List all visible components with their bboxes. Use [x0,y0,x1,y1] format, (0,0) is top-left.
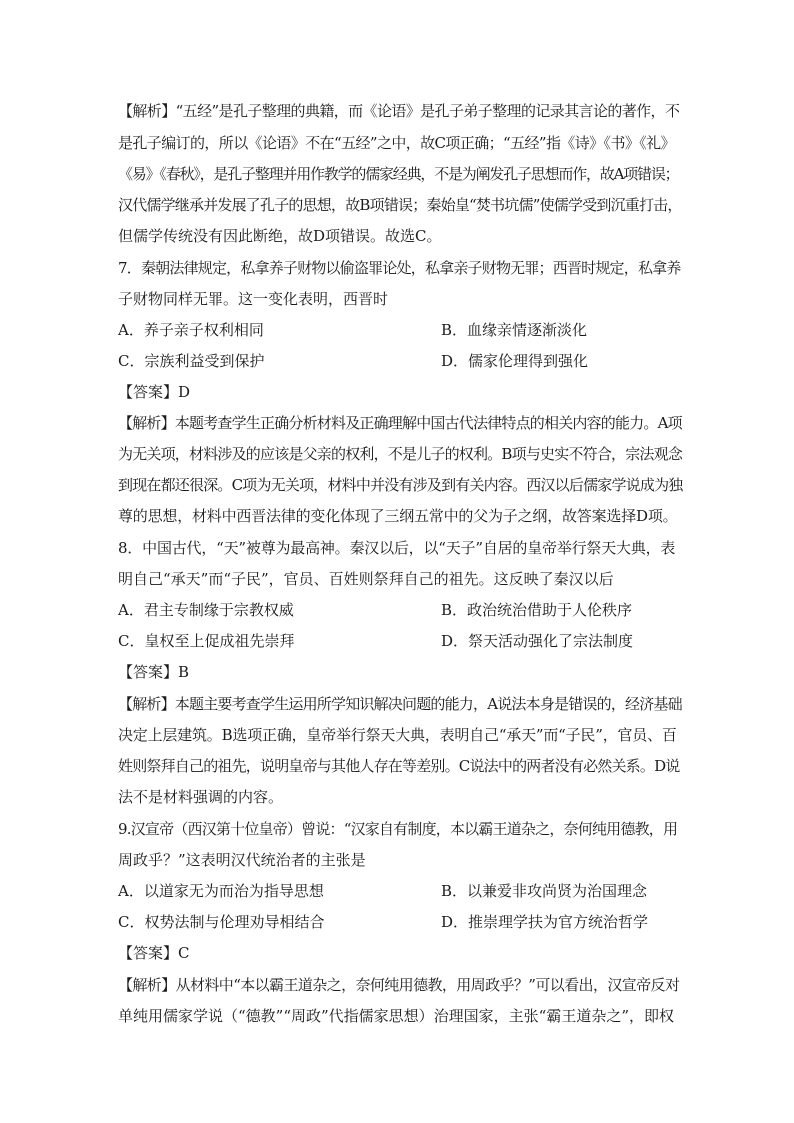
question-9-option-a: A．以道家无为而治为指导思想 [118,882,324,900]
analysis-8-line-3: 姓则祭拜自己的祖先，说明皇帝与其他人存在等差别。C说法中的两者没有必然关系。D说 [118,757,680,775]
analysis-8-line-1: 【解析】本题主要考查学生运用所学知识解决问题的能力，A说法本身是错误的，经济基础 [118,695,682,713]
question-8-option-d: D．祭天活动强化了宗法制度 [441,632,634,650]
analysis-6-line-1: 【解析】“五经”是孔子整理的典籍，而《论语》是孔子弟子整理的记录其言论的著作，不 [118,102,680,120]
question-9-line-2: 周政乎？”这表明汉代统治者的主张是 [118,851,366,869]
question-7-option-c: C．宗族利益受到保护 [118,352,265,370]
question-7-line-2: 子财物同样无罪。这一变化表明，西晋时 [118,290,389,308]
question-7-option-a: A．养子亲子权利相同 [118,321,264,339]
analysis-6-line-3: 《易》《春秋》，是孔子整理并用作教学的儒家经典，不是为阐发孔子思想而作，故A项错误； [118,165,679,183]
question-7-option-d: D．儒家伦理得到强化 [441,352,589,370]
question-7-option-b: B．血缘亲情逐渐淡化 [441,321,588,339]
question-7-line-1: 7．秦朝法律规定，私拿养子财物以偷盗罪论处，私拿亲子财物无罪；西晋时规定，私拿养 [118,259,681,277]
question-9-answer: 【答案】C [118,944,190,962]
question-8-line-1: 8．中国古代，“天”被尊为最高神。秦汉以后，以“天子”自居的皇帝举行祭天大典，表 [118,539,676,557]
analysis-7-line-4: 尊的思想，材料中西晋法律的变化体现了三纲五常中的父为子之纲，故答案选择D项。 [118,507,678,525]
question-9-option-d: D．推崇理学扶为官方统治哲学 [441,913,649,931]
analysis-7-line-3: 到现在都还很深。C项为无关项，材料中并没有涉及到有关内容。西汉以后儒家学说成为独 [118,476,683,494]
analysis-8-line-2: 决定上层建筑。B选项正确，皇帝举行祭天大典，表明自己“承天”而“子民”，官员、百 [118,726,677,744]
question-7-answer: 【答案】D [118,383,191,401]
analysis-6-line-2: 是孔子编订的，所以《论语》不在“五经”之中，故C项正确；“五经”指《诗》《书》《礼》 [118,134,675,152]
analysis-7-line-1: 【解析】本题考查学生正确分析材料及正确理解中国古代法律特点的相关内容的能力。A项 [118,414,682,432]
question-9-line-1: 9.汉宣帝（西汉第十位皇帝）曾说：“汉家自有制度，本以霸王道杂之，奈何纯用德教，用 [118,820,678,838]
question-8-line-2: 明自己“承天”而“子民”，官员、百姓则祭拜自己的祖先。这反映了秦汉以后 [118,570,614,588]
analysis-6-line-5: 但儒学传统没有因此断绝，故D项错误。故选C。 [118,227,442,245]
question-8-option-b: B．政治统治借助于人伦秩序 [441,601,633,619]
analysis-7-line-2: 为无关项，材料涉及的应该是父亲的权利，不是儿子的权利。B项与史实不符合，宗法观念 [118,445,683,463]
analysis-9-line-2: 单纯用儒家学说（“德教”“周政”代指儒家思想）治理国家，主张“霸王道杂之”，即权 [118,1007,675,1025]
analysis-9-line-1: 【解析】从材料中“本以霸王道杂之，奈何纯用德教，用周政乎？”可以看出，汉宣帝反对 [118,976,680,994]
question-9-option-c: C．权势法制与伦理劝导相结合 [118,913,325,931]
analysis-6-line-4: 汉代儒学继承并发展了孔子的思想，故B项错误；秦始皇“焚书坑儒”使儒学受到沉重打击， [118,196,682,214]
question-9-option-b: B．以兼爱非攻尚贤为治国理念 [441,882,648,900]
question-8-option-c: C．皇权至上促成祖先崇拜 [118,632,295,650]
question-8-option-a: A．君主专制缘于宗教权威 [118,601,294,619]
analysis-8-line-4: 法不是材料强调的内容。 [118,788,284,806]
question-8-answer: 【答案】B [118,663,190,681]
